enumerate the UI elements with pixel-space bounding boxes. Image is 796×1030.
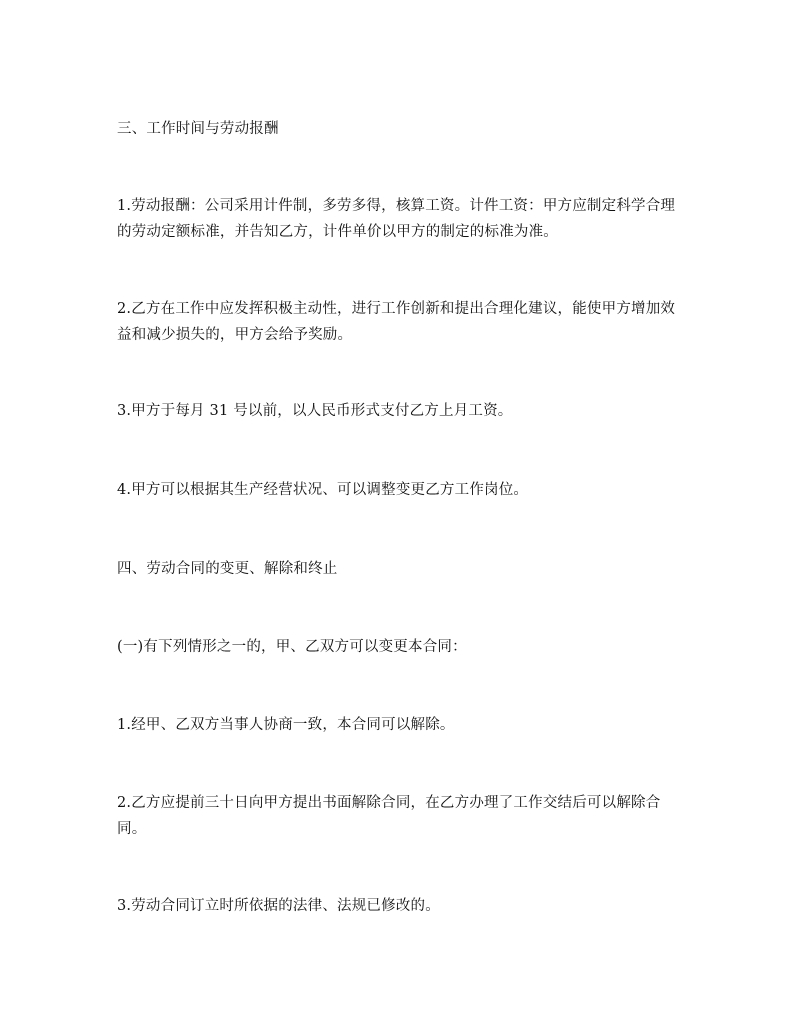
paragraph-change-item-1: 1.经甲、乙双方当事人协商一致，本合同可以解除。 bbox=[117, 717, 455, 733]
paragraph-item-1-pay: 1.劳动报酬：公司采用计件制，多劳多得，核算工资。计件工资：甲方应制定科学合理的劳动定额标准，并告知乙方，计件单价以甲方的制定的标准为准。 bbox=[117, 198, 676, 240]
paragraph-item-2-initiative: 2.乙方在工作中应发挥积极主动性，进行工作创新和提出合理化建议，能使甲方增加效益和减少损失的，甲方会给予奖励。 bbox=[117, 301, 676, 343]
subsection-heading-change-conditions: (一)有下列情形之一的，甲、乙双方可以变更本合同： bbox=[117, 639, 467, 655]
paragraph-change-item-2: 2.乙方应提前三十日向甲方提出书面解除合同，在乙方办理了工作交结后可以解除合同。 bbox=[117, 795, 661, 837]
section-heading-contract-change: 四、劳动合同的变更、解除和终止 bbox=[117, 561, 338, 577]
paragraph-item-3-payday: 3.甲方于每月 31 号以前，以人民币形式支付乙方上月工资。 bbox=[117, 403, 513, 419]
paragraph-change-item-3: 3.劳动合同订立时所依据的法律、法规已修改的。 bbox=[117, 898, 440, 914]
section-heading-work-time-pay: 三、工作时间与劳动报酬 bbox=[117, 121, 279, 137]
paragraph-item-4-position-change: 4.甲方可以根据其生产经营状况、可以调整变更乙方工作岗位。 bbox=[117, 482, 529, 498]
